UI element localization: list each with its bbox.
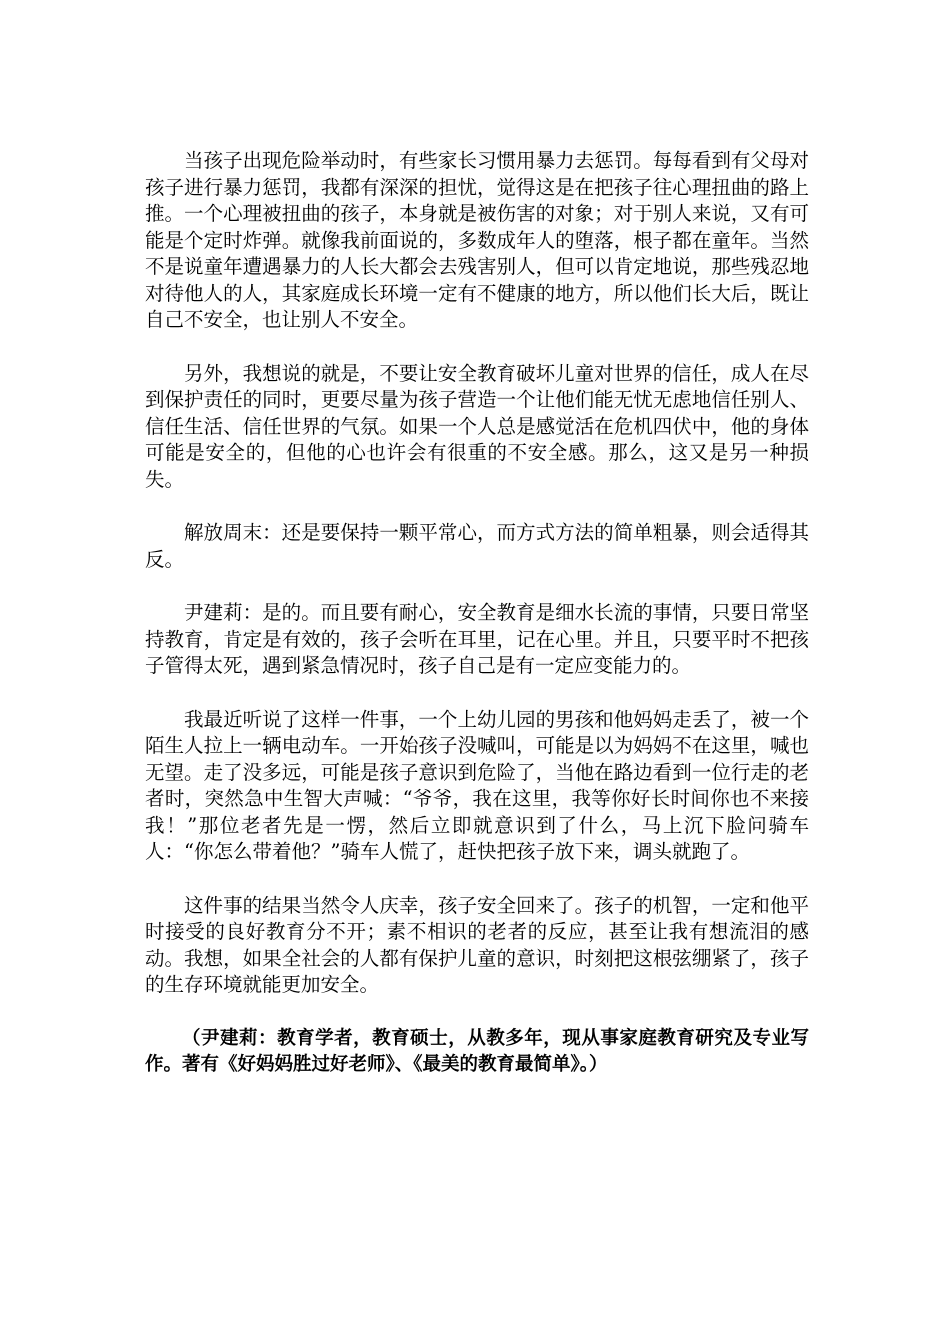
paragraph-trust-world: 另外，我想说的就是，不要让安全教育破坏儿童对世界的信任，成人在尽到保护责任的同时，更要尽量为孩子营造一个让他们能无忧无虑地信任别人、信任生活、信任世界的气氛。如果一个人总是感觉活在危机四伏中，他的身体可能是安全的，但他的心也许会有很重的不安全感。那么，这又是另一种损失。 — [145, 361, 809, 491]
document-page — [145, 148, 809, 1106]
paragraph-interviewer-question: 解放周末：还是要保持一颗平常心，而方式方法的简单粗暴，则会适得其反。 — [145, 521, 809, 571]
paragraph-patience-answer: 尹建莉：是的。而且要有耐心，安全教育是细水长流的事情，只要日常坚持教育，肯定是有效的，孩子会听在耳里，记在心里。并且，只要平时不把孩子管得太死，遇到紧急情况时，孩子自己是有一定应变能力的。 — [145, 601, 809, 677]
paragraph-story-outcome: 这件事的结果当然令人庆幸，孩子安全回来了。孩子的机智，一定和他平时接受的良好教育分不开；素不相识的老者的反应，甚至让我有想流泪的感动。我想，如果全社会的人都有保护儿童的意识，时刻把这根弦绷紧了，孩子的生存环境就能更加安全。 — [145, 893, 809, 996]
author-bio: （尹建莉：教育学者，教育硕士，从教多年，现从事家庭教育研究及专业写作。著有《好妈妈胜过好老师》、《最美的教育最简单》。） — [145, 1027, 809, 1075]
paragraph-violence-punishment: 当孩子出现危险举动时，有些家长习惯用暴力去惩罚。每每看到有父母对孩子进行暴力惩罚，我都有深深的担忧，觉得这是在把孩子往心理扭曲的路上推。一个心理被扭曲的孩子，本身就是被伤害的对象；对于别人来说，又有可能是个定时炸弹。就像我前面说的，多数成年人的堕落，根子都在童年。当然不是说童年遭遇暴力的人长大都会去残害别人，但可以肯定地说，那些残忍地对待他人的人，其家庭成长环境一定有不健康的地方，所以他们长大后，既让自己不安全，也让别人不安全。 — [145, 149, 809, 331]
paragraph-lost-boy-story: 我最近听说了这样一件事，一个上幼儿园的男孩和他妈妈走丢了，被一个陌生人拉上一辆电动车。一开始孩子没喊叫，可能是以为妈妈不在这里，喊也无望。走了没多远，可能是孩子意识到危险了，当他在路边看到一位行走的老者时，突然急中生智大声喊：“爷爷，我在这里，我等你好长时间你也不来接我！”那位老者先是一愣，然后立即就意识到了什么，马上沉下脸问骑车人：“你怎么带着他？”骑车人慌了，赶快把孩子放下来，调头就跑了。 — [145, 707, 809, 863]
